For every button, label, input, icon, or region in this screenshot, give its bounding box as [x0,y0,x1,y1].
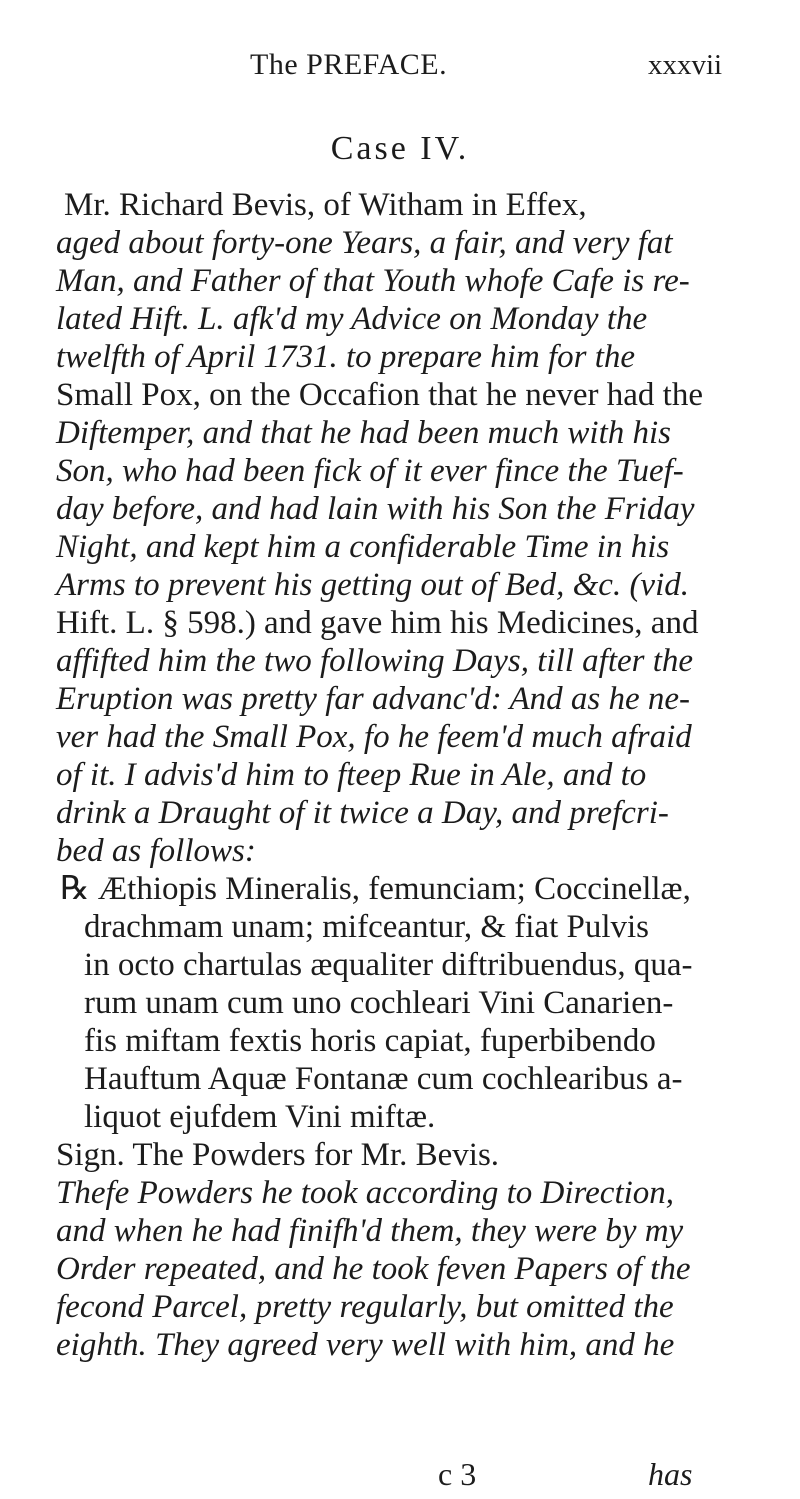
text-line: drink a Draught of it twice a Day, and prefcri- [56,795,669,831]
signature-mark: c 3 [438,1456,477,1492]
page-footer [0,1455,800,1493]
text-line: ver had the Small Pox, fo he feem'd much afraid [56,719,692,755]
text-line: ℞ Æthiopis Mineralis, femunciam; Coccinellæ, [60,871,691,907]
catchword: has [648,1456,693,1492]
text-line: Man, and Father of that Youth whofe Cafe is re- [56,263,690,299]
text-line: Small Pox, on the Occafion that he never had the [56,377,703,413]
text-line: twelfth of April 1731. to prepare him for the [56,339,636,375]
text-line: affifted him the two following Days, till after the [56,643,694,679]
text-line: lated Hift. L. afk'd my Advice on Monday the [56,301,648,337]
text-line: day before, and had lain with his Son the Friday [56,491,695,527]
text-line: Son, who had been fick of it ever fince the Tuef- [56,453,684,489]
text-line: eighth. They agreed very well with him, and he [56,1327,675,1363]
text-line: and when he had finifh'd them, they were by my [56,1213,684,1249]
text-line: fecond Parcel, pretty regularly, but omitted the [56,1289,674,1325]
text-line: rum unam cum uno cochleari Vini Canarien- [84,985,674,1021]
text-line: Night, and kept him a confiderable Time in his [56,529,670,565]
text-line: fis miftam fextis horis capiat, fuperbibendo [84,1023,656,1059]
text-line: Hift. L. § 598.) and gave him his Medicines, and [56,605,699,641]
text-line: Arms to prevent his getting out of Bed, &c. (vid. [56,567,689,603]
text-line: drachmam unam; mifceantur, & fiat Pulvis [84,909,650,945]
text-line: Order repeated, and he took feven Papers of the [56,1251,691,1287]
running-head-title: The PREFACE. [250,48,448,81]
running-head [0,40,800,90]
text-line: Hauftum Aquæ Fontanæ cum cochlearibus a- [84,1061,683,1097]
text-line: Diftemper, and that he had been much with his [56,415,672,451]
text-line: aged about forty-one Years, a fair, and very fat [56,225,673,261]
text-line: bed as follows: [56,833,256,869]
text-line: Thefe Powders he took according to Direction, [56,1175,675,1211]
case-heading: Case IV. [330,130,470,167]
text-line: liquot ejufdem Vini miftæ. [84,1099,436,1135]
text-line: Mr. Richard Bevis, of Witham in Effex, [64,187,587,223]
text-line: Sign. The Powders for Mr. Bevis. [56,1137,500,1173]
text-line: Eruption was pretty far advanc'd: And as he ne- [56,681,690,717]
page-number: xxxvii [648,49,723,81]
text-line: of it. I advis'd him to fteep Rue in Ale, and to [56,757,647,793]
text-line: in octo chartulas æqualiter diftribuendus, qua- [84,947,693,983]
